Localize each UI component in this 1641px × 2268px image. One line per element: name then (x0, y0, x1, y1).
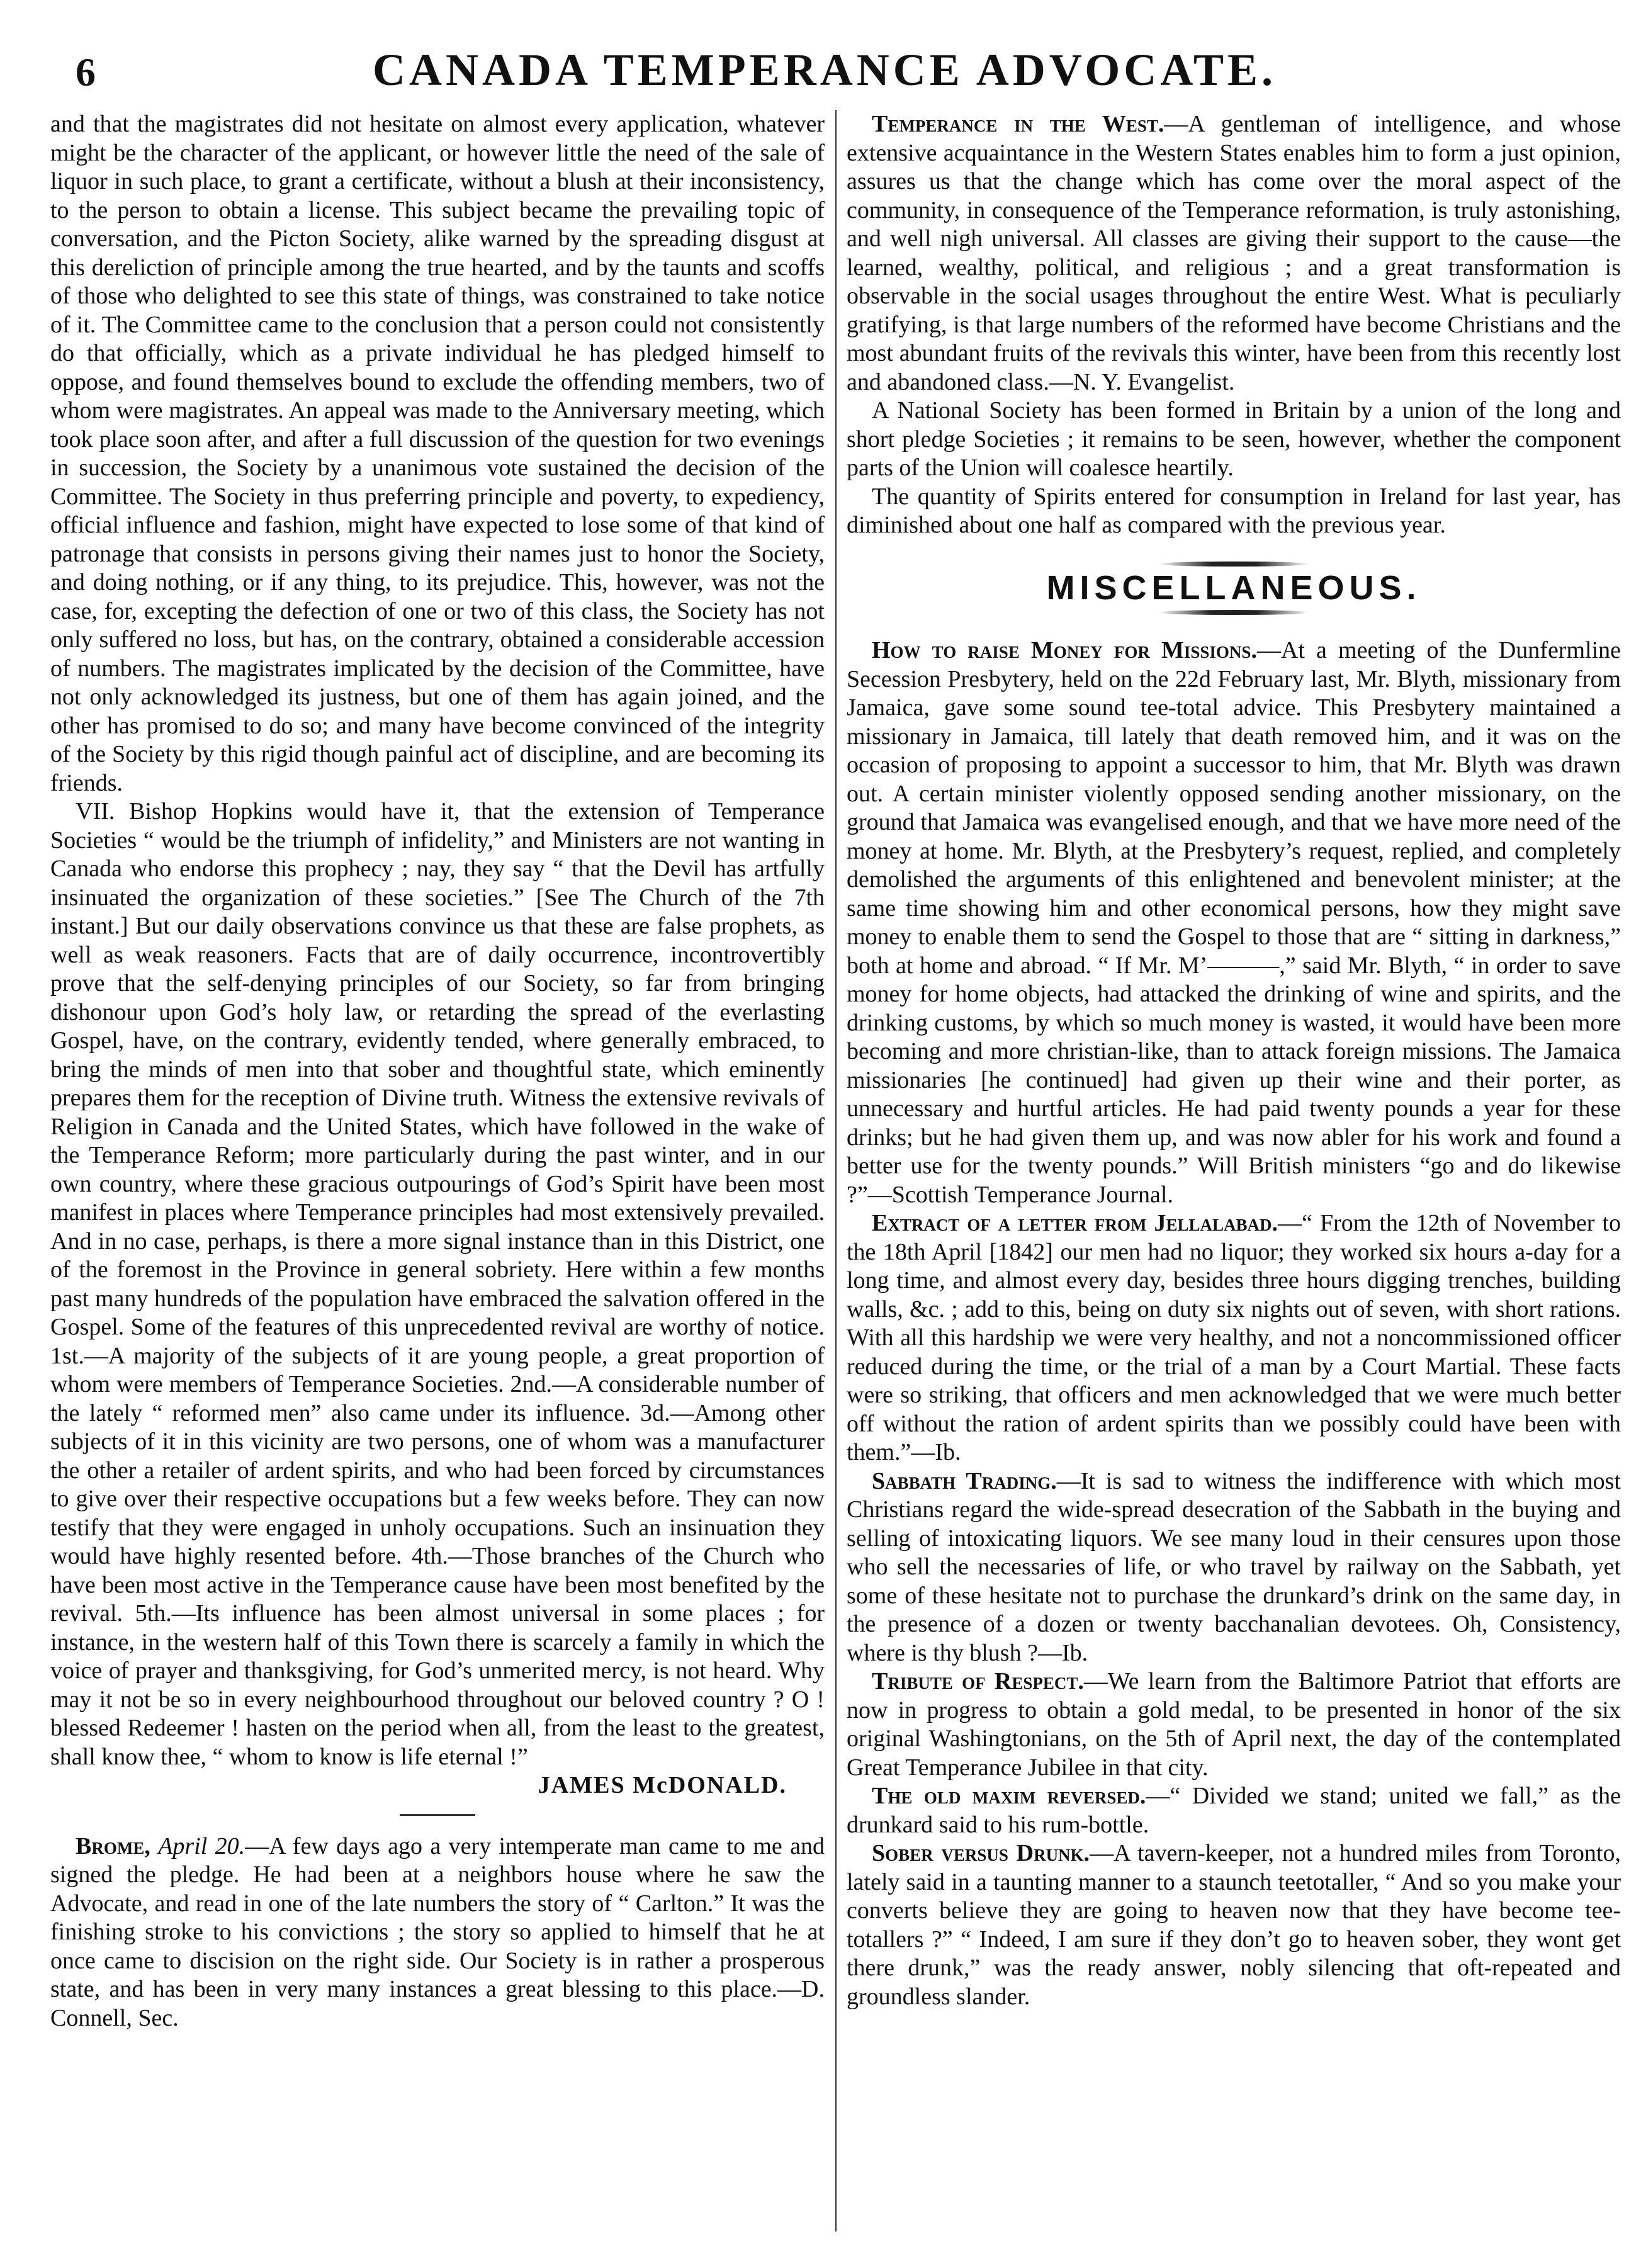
left-column (50, 110, 825, 2238)
signature (50, 1771, 825, 1800)
jellalabad-heading: Extract of a letter from Jellalabad. (872, 1210, 1278, 1236)
sober-text: —A tavern-keeper, not a hundred miles from Toronto, lately said in a taunting manner to a staunch teetotaller, “ And so you make your converts believe they are going to heaven now that they have become tee-totallers ?” “ Indeed, I am sure if they don’t go to heaven sober, they wont get there drunk,” was the ready answer, nobly silencing that oft-repeated and groundless slander. (847, 1840, 1621, 2010)
maxim-item (847, 1782, 1621, 1839)
page-number: 6 (76, 50, 96, 94)
maxim-text: —“ Divided we stand; united we fall,” as the drunkard said to his rum-bottle. (847, 1783, 1621, 1838)
west-heading: Temperance in the West. (872, 111, 1164, 137)
ornament-rule-top (1158, 561, 1309, 567)
sober-item (847, 1839, 1621, 2011)
bishop-hopkins-paragraph: VII. Bishop Hopkins would have it, that the extension of Temperance Societies “ would be the triumph of infidelity,” and Ministers are not wanting in Canada who endorse this prophecy ; nay, they say “ that the Devil has artfully insinuated the organization of these societies.” [See The Church of the 7th instant.] But our daily observations convince us that these are false prophets, as well as weak reasoners. Facts that are of daily occurrence, incontrovertibly prove that the self-denying principles of our Society, so far from bringing dishonour upon God’s holy law, or retarding the spread of the everlasting Gospel, have, on the contrary, evidently tended, where generally embraced, to bring the minds of men into that sober and thoughtful state, which eminently prepares them for the reception of Divine truth. Witness the extensive revivals of Religion in Canada and the United States, which have followed in the wake of the Temperance Reform; more particularly during the past winter, and in our own country, where these gracious outpourings of God’s Spirit have been most manifest in places where Temperance principles had most extensively prevailed. And in no case, perhaps, is there a more signal instance than in this District, one of the foremost in the Province in general sobriety. Here within a few months past many hundreds of the population have embraced the salvation offered in the Gospel. Some of the features of this unprecedented revival are worthy of notice. 1st.—A majority of the subjects of it are young people, a great proportion of whom were members of Temperance Societies. 2nd.—A considerable number of the lately “ reformed men” also came under its influence. 3d.—Among other subjects of it in this vicinity are two persons, one of whom was a manufacturer the other a retailer of ardent spirits, and who had been forced by circumstances to give over their respective occupations but a few weeks before. They can now testify that they were engaged in unholy occupations. Such an insinuation they would have highly resented before. 4th.—Those branches of the Church who have been most active in the Temperance cause have been most benefited by the revival. 5th.—Its influence has been almost universal in some places ; for instance, in the western half of this Town there is scarcely a family in which the voice of prayer and thanksgiving, for God’s unmerited mercy, is not heard. Why may it not be so in every neighbourhood throughout our beloved country ? O ! blessed Redeemer ! hasten on the period when all, from the least to the greatest, shall know thee, “ whom to know is life eternal !” (50, 798, 825, 1770)
miscellaneous-section-header (847, 561, 1621, 616)
signature-name: JAMES McDONALD. (538, 1772, 787, 1798)
spirits-item: The quantity of Spirits entered for consumption in Ireland for last year, has diminished about one half as compared with the previous year. (847, 483, 1621, 538)
picton-society-paragraph: and that the magistrates did not hesitate on almost every application, whatever might be the character of the applicant, or however little the need of the sale of liquor in such place, to grant a certificate, without a blush at their inconsistency, to the person to obtain a license. This subject became the prevailing topic of conversation, and the Picton Society, alike warned by the spreading disgust at this dereliction of principle among the true hearted, and by the taunts and scoffs of those who delighted to see this state of things, was constrained to take notice of it. The Committee came to the conclusion that a person could not consistently do that officially, which as a private individual he has pledged himself to oppose, and found themselves bound to exclude the offending members, two of whom were magistrates. An appeal was made to the Anniversary meeting, which took place soon after, and after a full discussion of the question for two evenings in succession, the Society by a unanimous vote sustained the decision of the Committee. The Society in thus preferring principle and poverty, to expediency, official influence and fashion, might have expected to lose some of that kind of patronage that consists in persons giving their names just to honor the Society, and doing nothing, or if any thing, to its prejudice. This, however, was not the case, for, excepting the defection of one or two of this class, the Society has not only suffered no loss, but has, on the contrary, obtained a considerable accession of numbers. The magistrates implicated by the decision of the Committee, have not only acknowledged its justness, but one of them has again joined, and the other has promised to do so; and many have become convinced of the integrity of the Society by this rigid though painful act of discipline, and are becoming its friends. (50, 111, 825, 796)
brome-date: April 20. (158, 1832, 245, 1859)
missions-heading: How to raise Money for Missions. (872, 637, 1257, 663)
brome-letter (50, 1832, 825, 2033)
missions-text: —At a meeting of the Dunfermline Secession Presbytery, held on the 22d February last, Mr. Blyth, missionary from Jamaica, gave some sound tee-total advice. This Presbytery maintained a missionary in Jamaica, till lately that death removed him, and it was on the occasion of proposing to appoint a successor to him, that Mr. Blyth was drawn out. A certain minister violently opposed sending another missionary, on the ground that Jamaica was evangelised enough, and that we have more need of the money at home. Mr. Blyth, at the Presbytery’s request, replied, and completely demolished the arguments of this enlightened and benevolent minister; at the same time showing him and other economical persons, how they might save money to enable them to send the Gospel to those that are “ sitting in darkness,” both at home and abroad. “ If Mr. M’———,” said Mr. Blyth, “ in order to save money for home objects, had attacked the drinking of wine and spirits, and the drinking customs, by which so much money is wasted, it would have been more becoming and more christian-like, than to attack foreign missions. The Jamaica missionaries [he continued] had given up their wine and their porter, as unnecessary and hurtful articles. He had paid twenty pounds a year for these drinks; but he had given them up, and was now abler for his work and found a better use for the twenty pounds.” Will British ministers “go and do likewise ?”—Scottish Temperance Journal. (847, 637, 1621, 1208)
column-divider (835, 110, 837, 2231)
masthead-title: CANADA TEMPERANCE ADVOCATE. (373, 45, 1277, 95)
section-title: MISCELLANEOUS. (1046, 568, 1421, 607)
right-column (847, 110, 1621, 2238)
tribute-heading: Tribute of Respect. (872, 1668, 1084, 1695)
west-text: —A gentleman of intelligence, and whose extensive acquaintance in the Western States enables him to form a just opinion, assures us that the change which has come over the moral aspect of the community, in consequence of the Temperance reformation, is truly astonishing, and well nigh universal. All classes are giving their support to the cause—the learned, wealthy, political, and religious ; and a great transformation is observable in the social usages throughout the entire West. What is peculiarly gratifying, is that large numbers of the reformed have become Christians and the most abundant fruits of the revivals this winter, have been from this recently lost and abandoned class.—N. Y. Evangelist. (847, 111, 1621, 395)
jellalabad-item (847, 1209, 1621, 1467)
sabbath-item (847, 1467, 1621, 1668)
ornament-rule-bottom (1158, 610, 1309, 615)
page-header (38, 38, 1611, 107)
west-item (847, 110, 1621, 397)
tribute-text: —We learn from the Baltimore Patriot that efforts are now in progress to obtain a gold medal, to be presented in honor of the six original Washingtonians, on the 5th of April next, the day of the contemplated Great Temperance Jubilee in that city. (847, 1668, 1621, 1781)
tribute-item (847, 1667, 1621, 1782)
separator-rule (400, 1814, 475, 1816)
sabbath-heading: Sabbath Trading. (872, 1467, 1057, 1494)
sabbath-text: —It is sad to witness the indifference with which most Christians regard the wide-spread desecration of the Sabbath in the buying and selling of intoxicating liquors. We see many loud in their censures upon those who sell the necessaries of life, or who travel by railway on the Sabbath, yet some of these hesitate not to purchase the drunkard’s drink on the same day, in the presence of a dozen or twenty bacchanalian devotees. Oh, Consistency, where is thy blush ?—Ib. (847, 1467, 1621, 1666)
national-society-item: A National Society has been formed in Britain by a union of the long and short pledge Societies ; it remains to be seen, however, whether the component parts of the Union will coalesce heartily. (847, 397, 1621, 481)
jellalabad-text: —“ From the 12th of November to the 18th April [1842] our men had no liquor; they worked six hours a-day for a long time, and almost every day, besides three hours digging trenches, building walls, &c. ; add to this, being on duty six nights out of seven, with short rations. With all this hardship we were very healthy, and not a noncommissioned officer reduced during the time, or the trial of a man by a Court Martial. These facts were so striking, that officers and men acknowledged that we were much better off without the ration of ardent spirits than we possibly could have been with them.”—Ib. (847, 1210, 1621, 1465)
maxim-heading: The old maxim reversed. (872, 1783, 1146, 1809)
missions-item (847, 636, 1621, 1209)
sober-heading: Sober versus Drunk. (872, 1840, 1090, 1866)
brome-text: —A few days ago a very intemperate man came to me and signed the pledge. He had been at a neighbors house where he saw the Advocate, and read in one of the late numbers the story of “ Carlton.” It was the finishing stroke to his convictions ; the story so applied to himself that he at once came to discision on the right side. Our Society is in rather a prosperous state, and has been in very many instances a great blessing to this place.—D. Connell, Sec. (50, 1832, 825, 2031)
brome-place: Brome, (76, 1832, 150, 1859)
